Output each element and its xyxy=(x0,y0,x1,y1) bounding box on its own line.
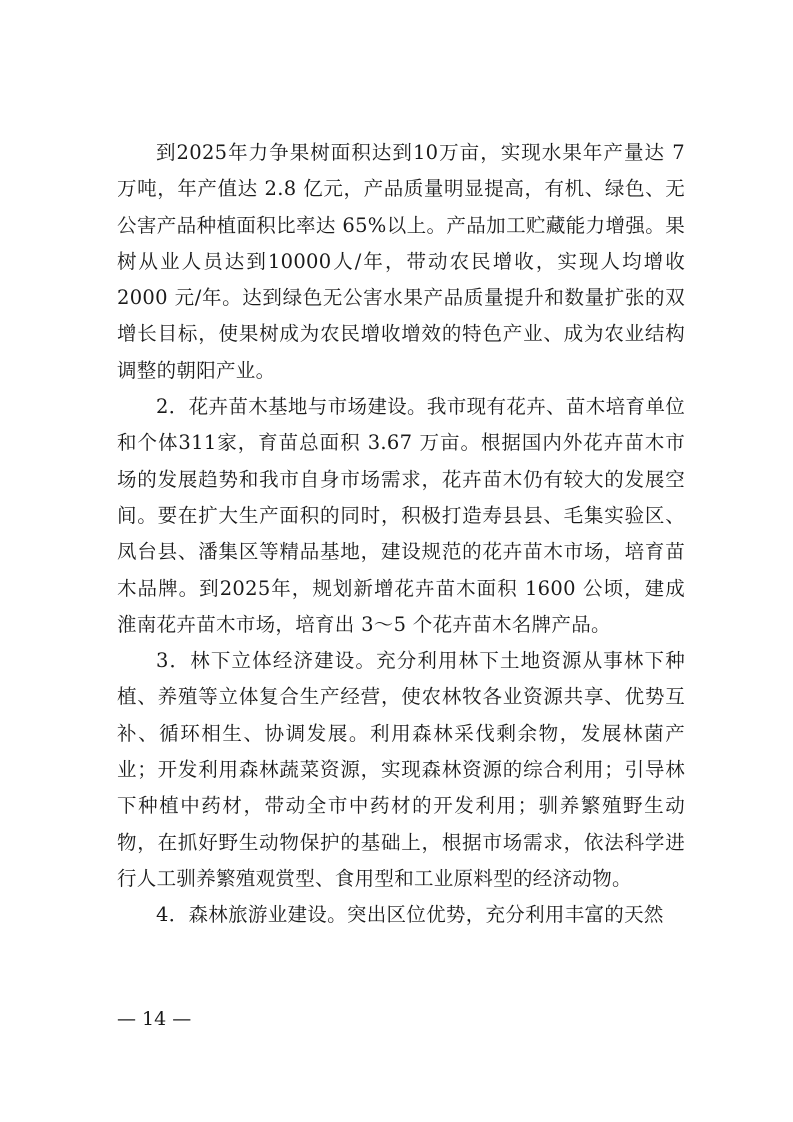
page-number: — 14 — xyxy=(117,1008,192,1030)
paragraph-flower-nursery: 2．花卉苗木基地与市场建设。我市现有花卉、苗木培育单位和个体311家，育苗总面积 3.67 万亩。根据国内外花卉苗木市场的发展趋势和我市自身市场需求，花卉苗木仍有较大的发展空间。要在扩大生产面积的同时，积极打造寿县县、毛集实验区、凤台县、潘集区等精品基地，建设规范的花卉苗木市场，培育苗木品牌。到2025年，规划新增花卉苗木面积 1600 公顷，建成淮南花卉苗木市场，培育出 3～5 个花卉苗木名牌产品。 xyxy=(117,395,685,636)
paragraph-forest-tourism: 4．森林旅游业建设。突出区位优势，充分利用丰富的天然 xyxy=(156,903,664,927)
body-text xyxy=(117,135,685,934)
paragraph-understory-economy: 3．林下立体经济建设。充分利用林下土地资源从事林下种植、养殖等立体复合生产经营，使农林牧各业资源共享、优势互补、循环相生、协调发展。利用森林采伐剩余物，发展林菌产业；开发利用森林蔬菜资源，实现森林资源的综合利用；引导林下种植中药材，带动全市中药材的开发利用；驯养繁殖野生动物，在抓好野生动物保护的基础上，根据市场需求，依法科学进行人工驯养繁殖观赏型、食用型和工业原料型的经济动物。 xyxy=(117,649,685,890)
paragraph-fruit-targets: 到2025年力争果树面积达到10万亩，实现水果年产量达 7万吨，年产值达 2.8 亿元，产品质量明显提高，有机、绿色、无公害产品种植面积比率达 65%以上。产品加工贮藏能力增强。果树从业人员达到10000人/年，带动农民增收，实现人均增收 2000 元/年。达到绿色无公害水果产品质量提升和数量扩张的双增长目标，使果树成为农民增收增效的特色产业、成为农业结构调整的朝阳产业。 xyxy=(117,141,685,382)
